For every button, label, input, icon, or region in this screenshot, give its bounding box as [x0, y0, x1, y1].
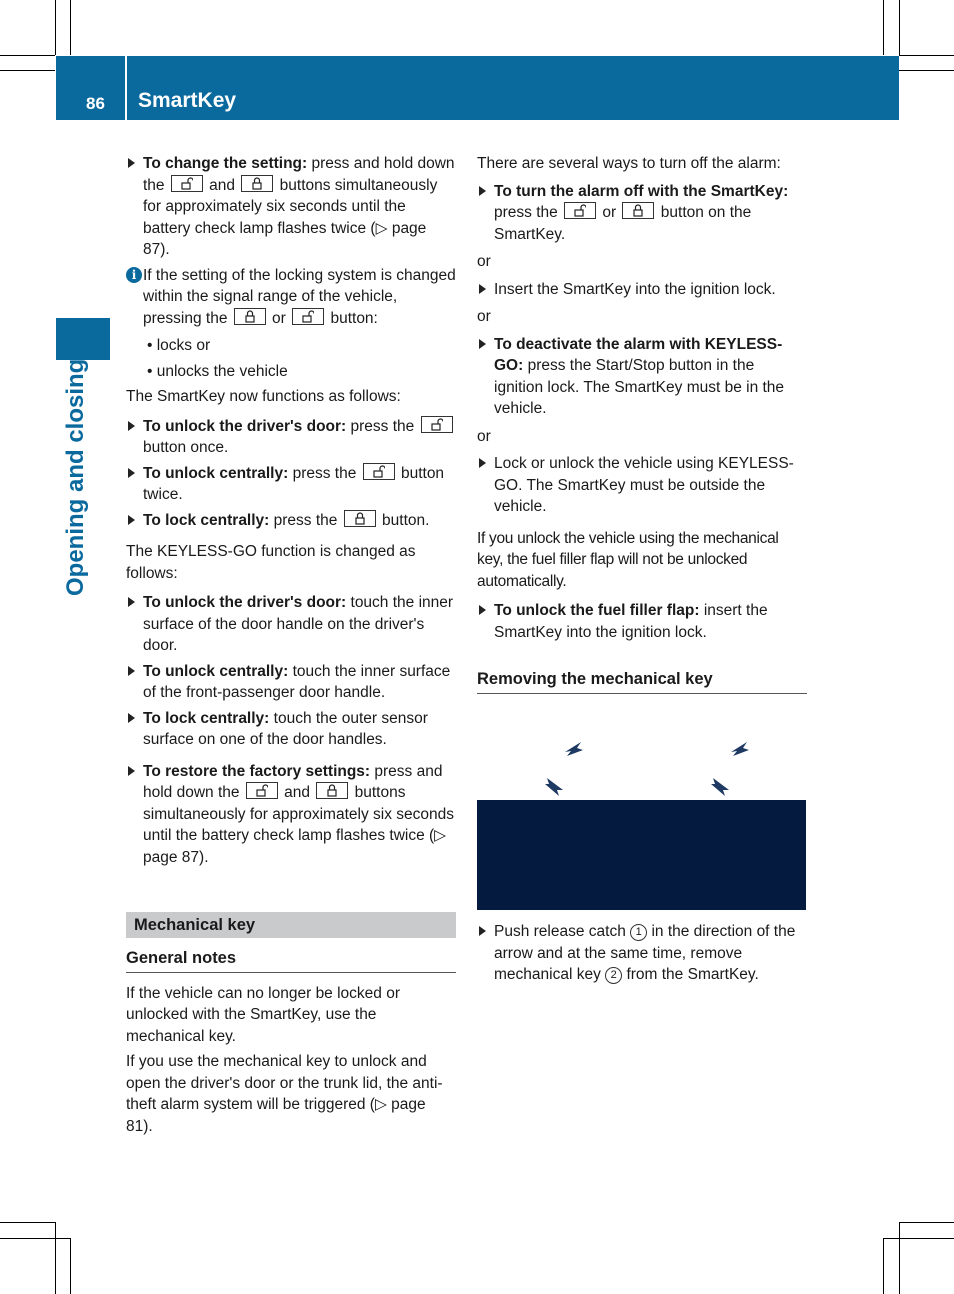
step-text: buttons simultaneously for approximately six seconds until the battery check lamp flashes twice (▷ page 87).: [143, 176, 438, 258]
lock-button-icon: [344, 510, 376, 527]
step-label: To lock centrally:: [143, 511, 270, 529]
step-kg-unlock-driver: [126, 592, 456, 657]
crop-mark: [0, 70, 55, 71]
step-text: Insert the SmartKey into the ignition lock.: [494, 280, 776, 298]
arrow-illustration: [477, 696, 806, 800]
lock-button-icon: [622, 202, 654, 219]
unlock-button-icon: [171, 175, 203, 192]
crop-mark: [0, 55, 55, 56]
lock-button-icon: [316, 782, 348, 799]
step-arrow-icon: [479, 926, 486, 936]
section-title: SmartKey: [138, 89, 237, 112]
callout-number: 1: [630, 924, 647, 941]
arrow-down-right-icon: [545, 778, 563, 796]
bullet-item: • locks or: [147, 337, 211, 354]
step-arrow-icon: [128, 421, 135, 431]
unlock-button-icon: [421, 416, 453, 433]
crop-mark: [883, 1238, 884, 1294]
paragraph: If you unlock the vehicle using the mechanical key, the fuel filler flap will not be unlocked automatically.: [477, 529, 779, 590]
step-arrow-icon: [128, 666, 135, 676]
arrow-down-right-icon: [711, 778, 729, 796]
step-text: press the: [288, 464, 361, 482]
step-arrow-icon: [128, 158, 135, 168]
dark-panel: [477, 800, 806, 910]
header-divider: [125, 56, 127, 120]
step-text: press the: [494, 204, 563, 221]
step-arrow-icon: [479, 605, 486, 615]
lock-button-icon: [234, 308, 266, 325]
lock-button-icon: [241, 175, 273, 192]
arrow-up-right-icon: [565, 742, 583, 756]
callout-number: 2: [605, 967, 622, 984]
step-label: To unlock the driver's door:: [143, 417, 347, 435]
crop-mark: [899, 1222, 900, 1294]
step-arrow-icon: [479, 339, 486, 349]
step-arrow-icon: [128, 713, 135, 723]
or-text: or: [477, 308, 491, 325]
or-text: or: [477, 427, 491, 445]
mechanical-key-illustration: [477, 696, 806, 910]
subheading-general-notes: General notes: [126, 948, 456, 973]
info-text: or: [267, 309, 291, 327]
paragraph: There are several ways to turn off the alarm:: [477, 155, 781, 172]
step-text: button on the SmartKey.: [494, 204, 752, 243]
step-text: touch the inner surface of the front-passenger door handle.: [143, 662, 451, 701]
step-label: To deactivate the alarm with KEYLESS-GO:: [494, 335, 783, 374]
step-text: Lock or unlock the vehicle using KEYLESS-GO. The SmartKey must be outside the vehicle.: [494, 455, 794, 515]
crop-mark: [0, 1222, 55, 1223]
step-label: To unlock centrally:: [143, 662, 289, 680]
step-label: To change the setting:: [143, 155, 308, 172]
step-text: insert the SmartKey into the ignition lock.: [494, 602, 768, 641]
crop-mark: [899, 1222, 954, 1223]
info-note: [126, 265, 456, 330]
step-text: in the direction of the arrow and at the same time, remove mechanical key: [494, 923, 796, 983]
step-kg-lock-central: [126, 708, 456, 751]
step-arrow-icon: [479, 186, 486, 196]
step-label: To unlock the driver's door:: [143, 594, 347, 611]
step-arrow-icon: [128, 766, 135, 776]
step-label: To unlock centrally:: [143, 464, 289, 482]
chapter-title: Opening and closing: [62, 358, 89, 596]
right-column-bottom: [477, 921, 807, 990]
step-alarm-off: [477, 181, 807, 246]
step-arrow-icon: [128, 468, 135, 478]
unlock-button-icon: [292, 308, 324, 325]
step-change-setting: [126, 153, 456, 261]
step-text: touch the outer sensor surface on one of the door handles.: [143, 709, 428, 748]
step-text: or: [598, 204, 621, 221]
step-text: Push release catch: [494, 923, 631, 940]
unlock-button-icon: [363, 463, 395, 480]
step-arrow-icon: [128, 597, 135, 607]
or-text: or: [477, 253, 491, 270]
step-text: and: [204, 176, 240, 194]
step-label: To lock centrally:: [143, 709, 270, 727]
step-label: To restore the factory settings:: [143, 762, 371, 780]
step-text: press and hold down the: [143, 762, 443, 801]
crop-mark: [55, 1222, 56, 1294]
step-text: button.: [377, 511, 430, 529]
step-text: press and hold down the: [143, 155, 455, 194]
crop-mark: [883, 1238, 954, 1239]
step-text: touch the inner surface of the door handle on the driver's door.: [143, 594, 454, 654]
crop-mark: [899, 0, 900, 55]
step-lock-central: [126, 510, 456, 532]
info-text: button:: [326, 309, 378, 327]
unlock-button-icon: [564, 202, 596, 219]
info-icon: i: [126, 267, 142, 283]
page-header: [56, 56, 899, 120]
section-heading-mechanical-key: Mechanical key: [126, 912, 456, 938]
step-fuel-flap: [477, 600, 807, 643]
step-arrow-icon: [128, 515, 135, 525]
crop-mark: [70, 1238, 71, 1294]
step-lock-keyless: [477, 453, 807, 518]
subheading-removing-key: Removing the mechanical key: [477, 669, 807, 694]
step-push-release: [477, 921, 807, 986]
step-insert-key: [477, 279, 807, 301]
step-label: To turn the alarm off with the SmartKey:: [494, 182, 789, 200]
step-text: press the Start/Stop button in the ignition lock. The SmartKey must be in the vehicle.: [494, 357, 785, 417]
step-text: and: [279, 784, 315, 801]
bullet-item: • unlocks the vehicle: [147, 362, 288, 380]
crop-mark: [883, 0, 884, 55]
arrow-up-right-icon: [731, 742, 749, 756]
step-text: press the: [346, 417, 419, 435]
paragraph: If the vehicle can no longer be locked or unlocked with the SmartKey, use the mechanical key.: [126, 984, 401, 1045]
step-arrow-icon: [479, 458, 486, 468]
right-column: [477, 153, 807, 704]
crop-mark: [899, 70, 954, 71]
step-text: buttons simultaneously for approximately six seconds until the battery check lamp flashes twice (▷ page 87).: [143, 784, 454, 866]
step-text: button twice.: [143, 464, 445, 503]
step-arrow-icon: [479, 284, 486, 294]
step-label: To unlock the fuel filler flap:: [494, 602, 700, 619]
crop-mark: [70, 0, 71, 55]
crop-mark: [55, 0, 56, 55]
step-text: press the: [269, 511, 342, 529]
paragraph: The KEYLESS-GO function is changed as follows:: [126, 543, 416, 582]
crop-mark: [0, 1238, 70, 1239]
info-text: If the setting of the locking system is changed within the signal range of the vehicle, pressing the: [143, 266, 456, 327]
step-unlock-driver: [126, 416, 456, 459]
page-number: 86: [86, 94, 105, 113]
step-restore: [126, 761, 456, 869]
paragraph: If you use the mechanical key to unlock and open the driver's door or the trunk lid, the anti-theft alarm system will be triggered (▷ page 81).: [126, 1053, 443, 1135]
step-text: from the SmartKey.: [622, 966, 759, 983]
step-unlock-central: [126, 463, 456, 506]
left-column: [126, 153, 456, 1145]
paragraph: The SmartKey now functions as follows:: [126, 388, 401, 405]
step-text: button once.: [143, 439, 229, 456]
step-deactivate-keyless: [477, 334, 807, 420]
step-kg-unlock-central: [126, 661, 456, 704]
unlock-button-icon: [246, 782, 278, 799]
crop-mark: [899, 55, 954, 56]
